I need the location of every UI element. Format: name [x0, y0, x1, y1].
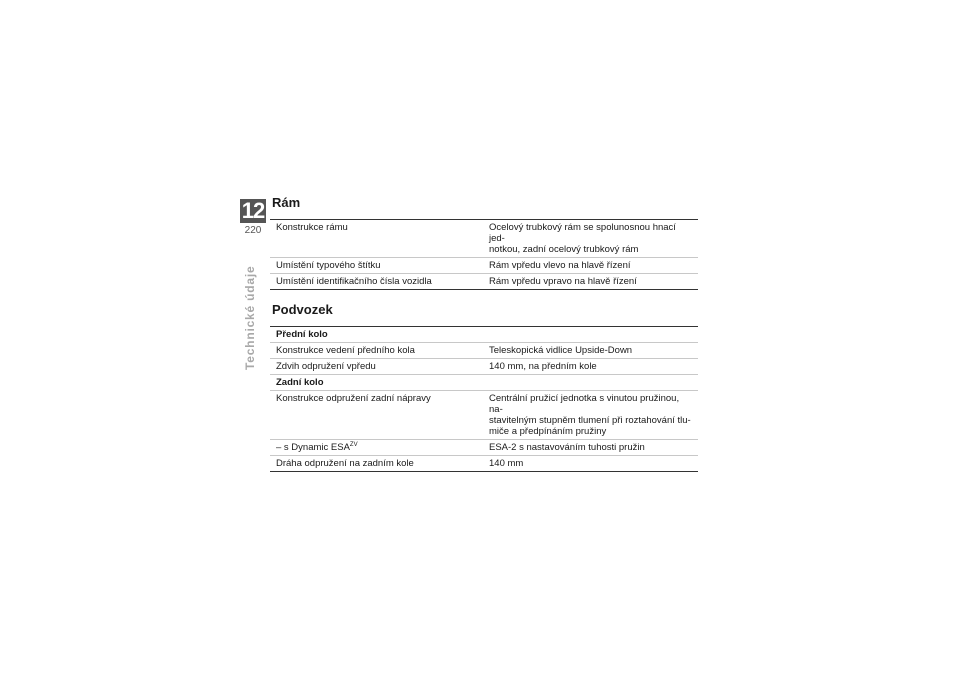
subheading-rear-wheel: Zadní kolo	[270, 375, 698, 391]
spec-label	[270, 440, 483, 456]
table-row	[270, 343, 698, 359]
table-row	[270, 440, 698, 456]
chapter-number: 12	[241, 198, 265, 223]
spec-value: Centrální pružicí jednotka s vinutou pružinou, na- stavitelným stupněm tlumení při roztahování tlu- miče a předpínáním pružiny	[483, 391, 698, 440]
spec-value: Rám vpředu vpravo na hlavě řízení	[483, 274, 698, 290]
section-title-chassis: Podvozek	[272, 302, 333, 317]
spec-label: Konstrukce vedení předního kola	[270, 343, 483, 359]
table-row	[270, 359, 698, 375]
spec-value: 140 mm, na předním kole	[483, 359, 698, 375]
table-subheading-row	[270, 327, 698, 343]
spec-label-text: – s Dynamic ESA	[276, 442, 350, 453]
spec-value: ESA-2 s nastavováním tuhosti pružin	[483, 440, 698, 456]
chapter-marker	[240, 199, 266, 236]
spec-value: Teleskopická vidlice Upside-Down	[483, 343, 698, 359]
page-number: 220	[244, 225, 262, 236]
table-row	[270, 258, 698, 274]
table-subheading-row	[270, 375, 698, 391]
subheading-front-wheel: Přední kolo	[270, 327, 698, 343]
spec-label: Umístění identifikačního čísla vozidla	[270, 274, 483, 290]
spec-label: Konstrukce odpružení zadní nápravy	[270, 391, 483, 440]
spec-value: 140 mm	[483, 456, 698, 472]
spec-value: Ocelový trubkový rám se spolunosnou hnací jed- notkou, zadní ocelový trubkový rám	[483, 220, 698, 258]
section-title-frame: Rám	[272, 195, 301, 210]
chassis-spec-table	[270, 326, 698, 472]
table-row	[270, 456, 698, 472]
option-superscript: ZV	[349, 441, 358, 448]
table-row	[270, 391, 698, 440]
table-row	[270, 220, 698, 258]
spec-label: Konstrukce rámu	[270, 220, 483, 258]
spec-label: Dráha odpružení na zadním kole	[270, 456, 483, 472]
chapter-side-title: Technické údaje	[243, 265, 257, 370]
spec-label: Zdvih odpružení vpředu	[270, 359, 483, 375]
page-content	[270, 195, 698, 472]
spec-label: Umístění typového štítku	[270, 258, 483, 274]
frame-spec-table	[270, 219, 698, 290]
table-row	[270, 274, 698, 290]
spec-value: Rám vpředu vlevo na hlavě řízení	[483, 258, 698, 274]
